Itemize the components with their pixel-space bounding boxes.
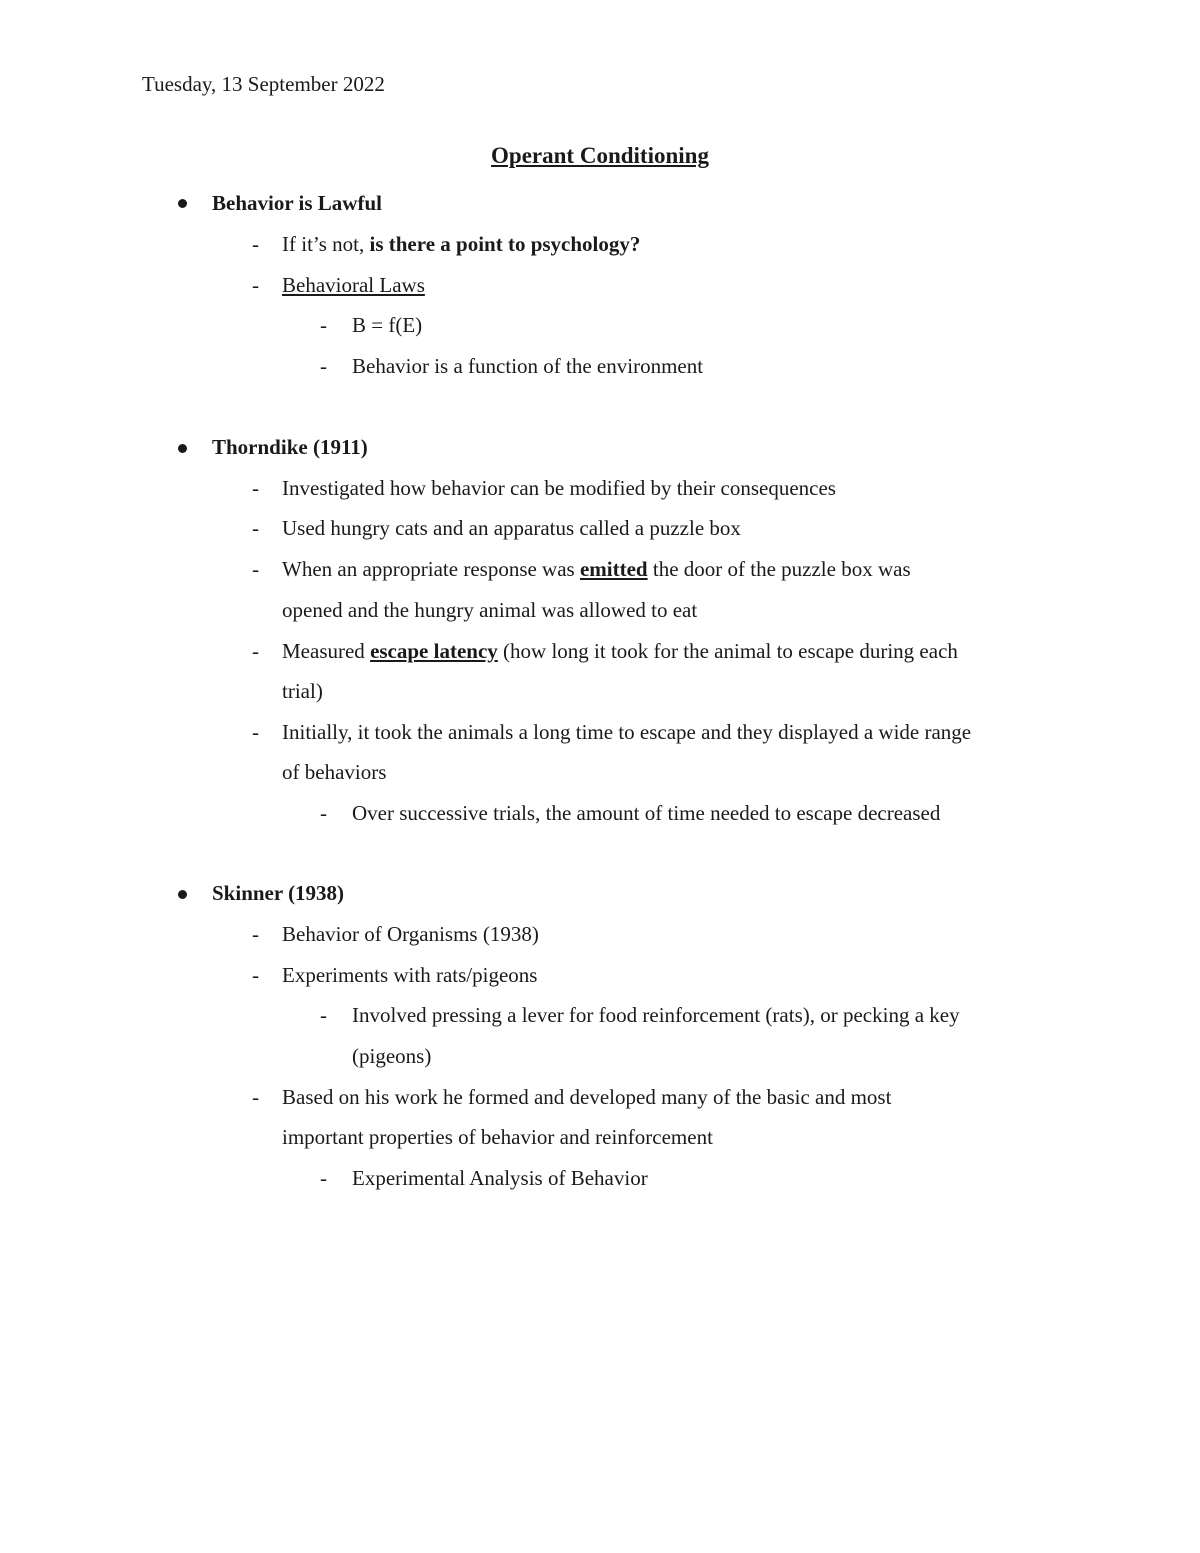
list-item-text: the door of the puzzle box was bbox=[647, 557, 911, 581]
list-item-text: When an appropriate response was bbox=[282, 557, 580, 581]
dash-marker: - bbox=[252, 476, 259, 500]
dash-marker: - bbox=[252, 273, 259, 297]
list-item-continuation: trial) bbox=[282, 679, 323, 703]
dash-marker: - bbox=[252, 232, 259, 256]
list-item-text: If it’s not, bbox=[282, 232, 370, 256]
list-item-continuation: of behaviors bbox=[282, 760, 387, 784]
section-heading: Thorndike (1911) bbox=[212, 435, 368, 459]
list-item: Based on his work he formed and developed many of the basic and most bbox=[282, 1085, 892, 1109]
term-escape-latency: escape latency bbox=[370, 639, 498, 663]
list-item bbox=[282, 556, 911, 582]
page-title: Operant Conditioning bbox=[491, 143, 709, 168]
dash-marker: - bbox=[252, 922, 259, 946]
list-item: Involved pressing a lever for food reinforcement (rats), or pecking a key bbox=[352, 1003, 960, 1027]
dash-marker: - bbox=[252, 720, 259, 744]
dash-marker: - bbox=[252, 516, 259, 540]
list-item-text: (how long it took for the animal to escape during each bbox=[497, 639, 958, 663]
bullet-icon bbox=[178, 444, 187, 453]
list-item-emphasis: is there a point to psychology? bbox=[369, 232, 641, 256]
dash-marker: - bbox=[252, 963, 259, 987]
dash-marker: - bbox=[320, 801, 327, 825]
list-item: Behavior of Organisms (1938) bbox=[282, 922, 539, 946]
term-emitted: emitted bbox=[579, 557, 648, 581]
list-item bbox=[282, 231, 640, 257]
list-item: Initially, it took the animals a long time to escape and they displayed a wide range bbox=[282, 720, 972, 744]
list-item-continuation: important properties of behavior and reinforcement bbox=[282, 1125, 713, 1149]
list-item: Experimental Analysis of Behavior bbox=[352, 1166, 648, 1190]
dash-marker: - bbox=[320, 1166, 327, 1190]
section-heading: Skinner (1938) bbox=[212, 881, 345, 905]
bullet-icon bbox=[178, 199, 187, 208]
dash-marker: - bbox=[252, 557, 259, 581]
dash-marker: - bbox=[320, 1003, 327, 1027]
list-item: Behavior is a function of the environment bbox=[352, 354, 704, 378]
list-item-continuation: opened and the hungry animal was allowed to eat bbox=[282, 598, 698, 622]
dash-marker: - bbox=[252, 1085, 259, 1109]
list-item: Behavioral Laws bbox=[282, 273, 425, 297]
date-line: Tuesday, 13 September 2022 bbox=[142, 72, 385, 96]
list-item: Over successive trials, the amount of time needed to escape decreased bbox=[352, 801, 941, 825]
dash-marker: - bbox=[320, 313, 327, 337]
section-heading: Behavior is Lawful bbox=[212, 191, 382, 215]
list-item-text: Measured bbox=[282, 639, 371, 663]
list-item: Experiments with rats/pigeons bbox=[282, 963, 538, 987]
list-item: Investigated how behavior can be modified by their consequences bbox=[282, 476, 836, 500]
dash-marker: - bbox=[252, 639, 259, 663]
bullet-icon bbox=[178, 890, 187, 899]
list-item: B = f(E) bbox=[352, 313, 423, 337]
list-item-continuation: (pigeons) bbox=[352, 1044, 432, 1068]
dash-marker: - bbox=[320, 354, 327, 378]
list-item: Used hungry cats and an apparatus called a puzzle box bbox=[282, 516, 741, 540]
list-item bbox=[282, 638, 958, 664]
